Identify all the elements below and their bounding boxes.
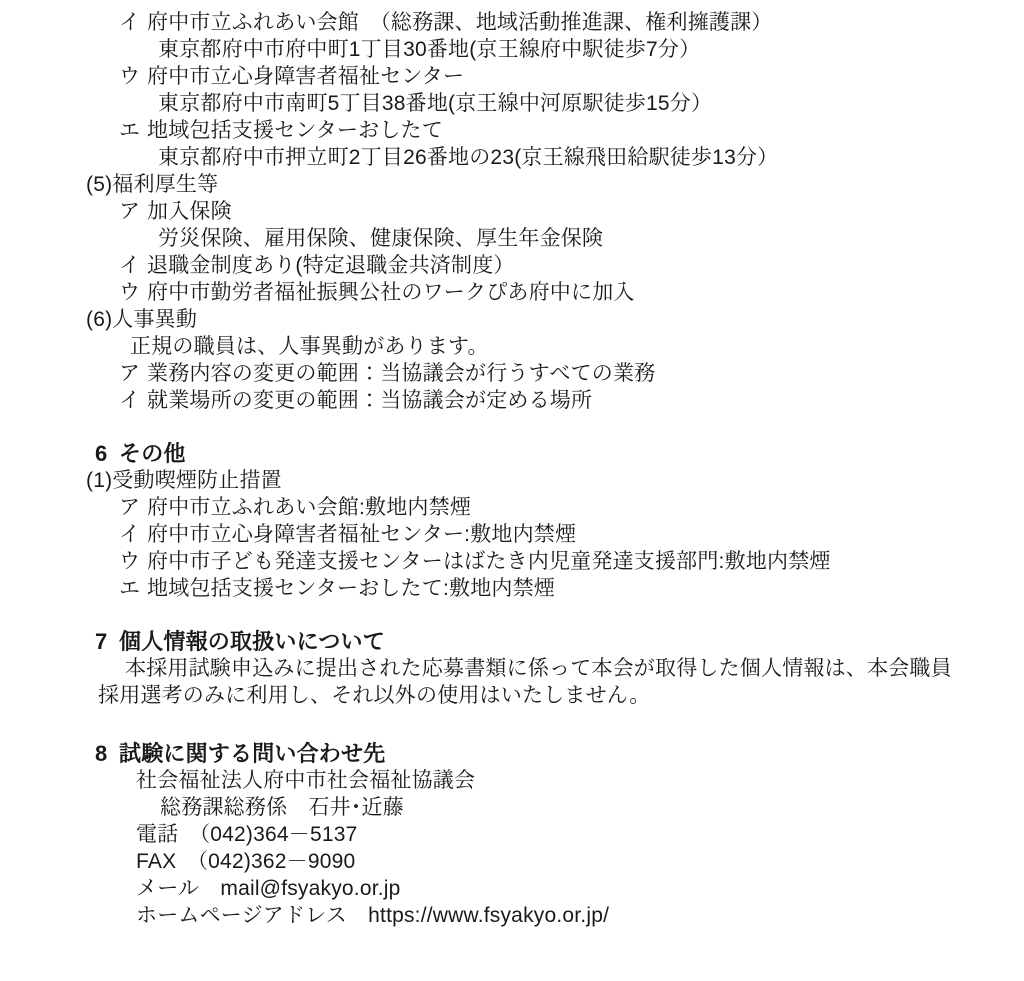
item-label: ア — [119, 496, 141, 519]
line-text: 加入保険 — [147, 200, 232, 223]
item-label: ウ — [119, 550, 141, 573]
line-text: 府中市勤労者福祉振興公社のワークぴあ府中に加入 — [147, 281, 635, 304]
line-text: 採用選考のみに利用し、それ以外の使用はいたしません。 — [98, 684, 651, 707]
line-text: FAX （042)362－9090 — [136, 850, 356, 873]
document-line — [0, 387, 1024, 414]
line-text: 府中市子ども発達支援センターはばたき内児童発達支援部門:敷地内禁煙 — [147, 550, 831, 573]
document-line — [0, 848, 1024, 875]
line-text: 本採用試験申込みに提出された応募書類に係って本会が取得した個人情報は、本会職員 — [125, 657, 952, 680]
line-text: 社会福祉法人府中市社会福祉協議会 — [136, 769, 476, 792]
line-text: 個人情報の取扱いについて — [119, 629, 385, 654]
document-line — [0, 821, 1024, 848]
document-line — [0, 117, 1024, 144]
section-heading — [0, 440, 1024, 467]
document-line — [0, 682, 1024, 709]
line-text: メール mail@fsyakyo.or.jp — [136, 877, 401, 900]
document-line — [0, 548, 1024, 575]
item-label: ウ — [119, 65, 141, 88]
line-text: 地域包括支援センターおしたて — [147, 119, 443, 142]
section-number: 8 — [95, 741, 108, 766]
item-label: ウ — [119, 281, 141, 304]
document-line — [0, 279, 1024, 306]
line-text: 総務課総務係 石井･近藤 — [160, 796, 404, 819]
line-text: 試験に関する問い合わせ先 — [119, 741, 386, 766]
item-label: イ — [119, 254, 141, 277]
line-text: 府中市立ふれあい会館:敷地内禁煙 — [147, 496, 472, 519]
document-line — [0, 875, 1024, 902]
line-text: その他 — [119, 441, 186, 466]
document-body — [0, 9, 1024, 929]
line-text: 業務内容の変更の範囲：当協議会が行うすべての業務 — [147, 362, 656, 385]
line-text: 東京都府中市押立町2丁目26番地の23(京王線飛田給駅徒歩13分） — [158, 146, 779, 169]
document-line — [0, 575, 1024, 602]
section-number: 6 — [95, 441, 108, 466]
document-line — [0, 794, 1024, 821]
document-line — [0, 767, 1024, 794]
document-line — [0, 902, 1024, 929]
line-text: 東京都府中市南町5丁目38番地(京王線中河原駅徒歩15分） — [158, 92, 713, 115]
item-label: エ — [119, 119, 141, 142]
document-line — [0, 360, 1024, 387]
document-line — [0, 225, 1024, 252]
document-line — [0, 521, 1024, 548]
item-label: イ — [119, 523, 141, 546]
blank-line — [0, 709, 1024, 740]
item-label: ア — [119, 200, 141, 223]
item-label: イ — [119, 389, 141, 412]
document-line — [0, 144, 1024, 171]
line-text: 東京都府中市府中町1丁目30番地(京王線府中駅徒歩7分） — [158, 38, 701, 61]
section-heading — [0, 628, 1024, 655]
document-line — [0, 655, 1024, 682]
line-text: 就業場所の変更の範囲：当協議会が定める場所 — [147, 389, 593, 412]
document-line — [0, 306, 1024, 333]
document-line — [0, 198, 1024, 225]
line-text: 府中市立心身障害者福祉センター:敷地内禁煙 — [147, 523, 577, 546]
item-label: エ — [119, 577, 141, 600]
document-line — [0, 467, 1024, 494]
line-text: 電話 （042)364－5137 — [136, 823, 358, 846]
line-text: ホームページアドレス https://www.fsyakyo.or.jp/ — [136, 904, 610, 927]
blank-line — [0, 414, 1024, 440]
document-line — [0, 494, 1024, 521]
line-text: (5)福利厚生等 — [86, 173, 219, 196]
document-line — [0, 90, 1024, 117]
document-line — [0, 333, 1024, 360]
document-line — [0, 9, 1024, 36]
line-text: 府中市立心身障害者福祉センター — [147, 65, 465, 88]
document-line — [0, 36, 1024, 63]
line-text: 労災保険、雇用保険、健康保険、厚生年金保険 — [158, 227, 604, 250]
line-text: 正規の職員は、人事異動があります。 — [130, 335, 489, 358]
line-text: (6)人事異動 — [86, 308, 198, 331]
line-text: 退職金制度あり(特定退職金共済制度） — [147, 254, 515, 277]
blank-line — [0, 602, 1024, 628]
item-label: イ — [119, 11, 141, 34]
item-label: ア — [119, 362, 141, 385]
document-line — [0, 63, 1024, 90]
line-text: 地域包括支援センターおしたて:敷地内禁煙 — [147, 577, 555, 600]
section-heading — [0, 740, 1024, 767]
section-number: 7 — [95, 629, 108, 654]
document-line — [0, 171, 1024, 198]
document-line — [0, 252, 1024, 279]
line-text: (1)受動喫煙防止措置 — [86, 469, 282, 492]
line-text: 府中市立ふれあい会館 （総務課、地域活動推進課、権利擁護課） — [147, 11, 773, 34]
